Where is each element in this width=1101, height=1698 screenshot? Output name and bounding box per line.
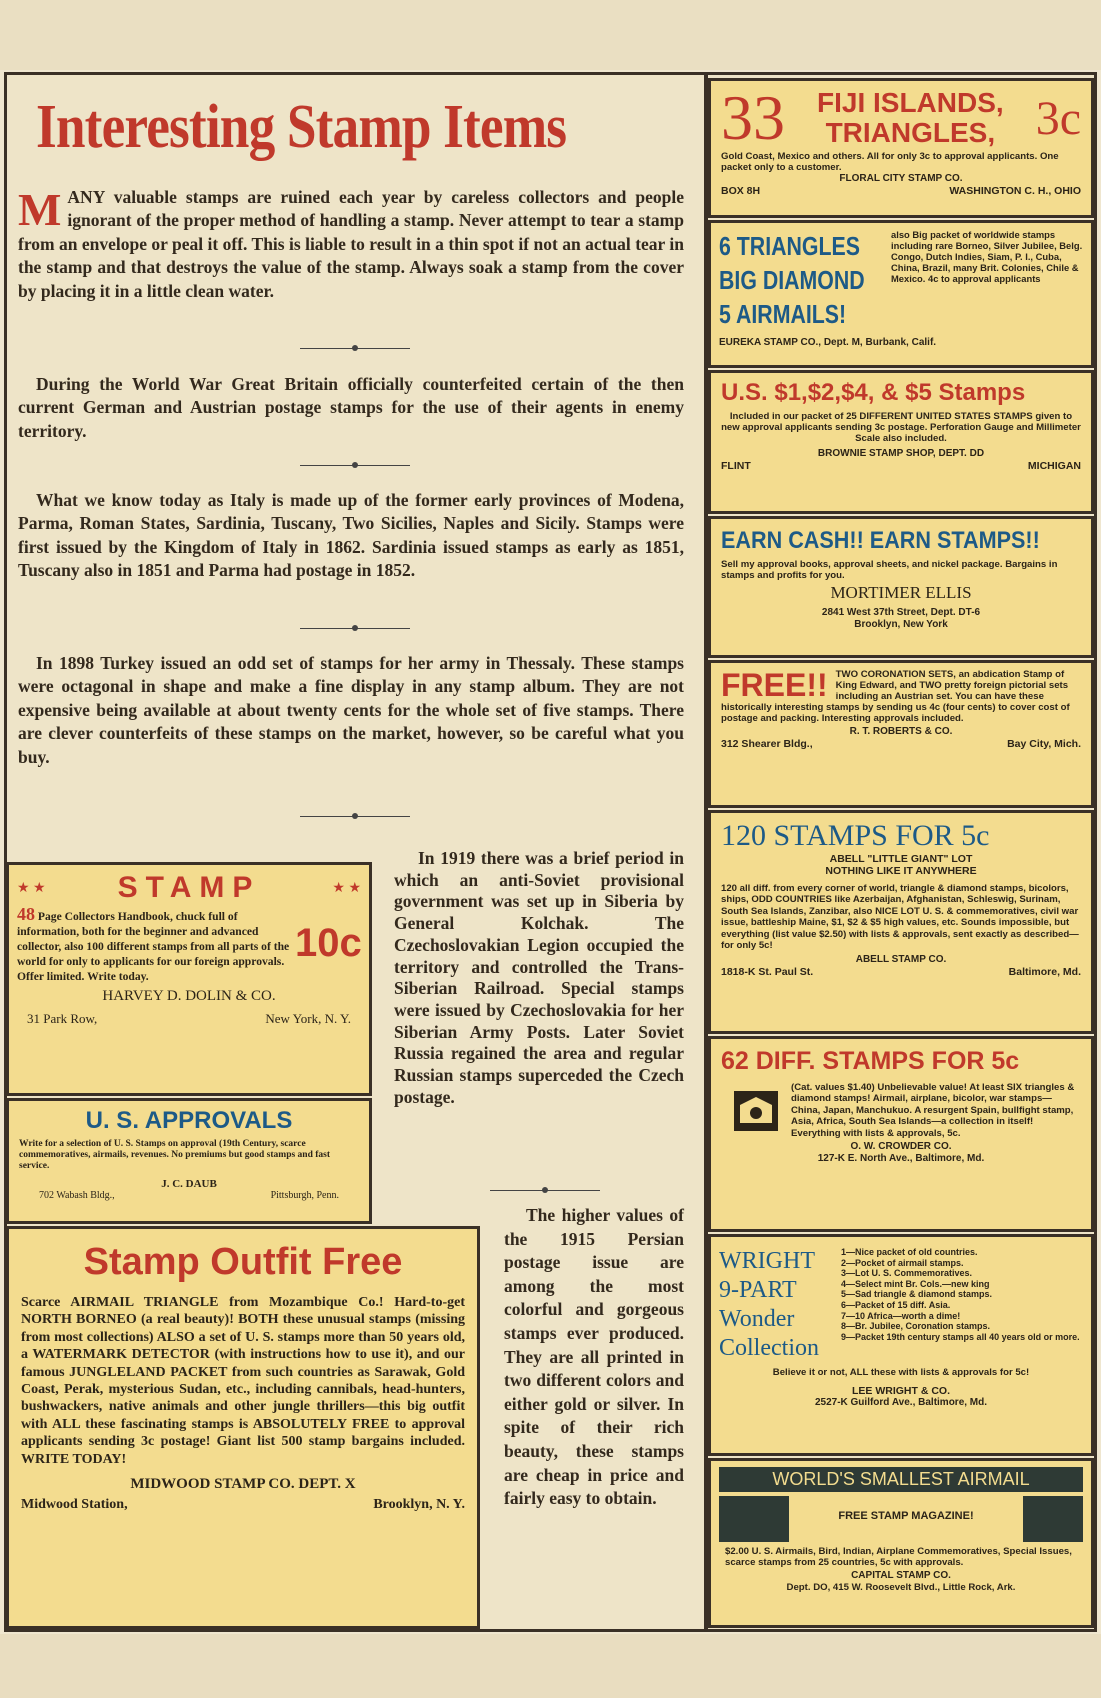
ad-company: R. T. ROBERTS & CO. bbox=[849, 726, 953, 737]
separator bbox=[490, 1185, 600, 1195]
ad-body: Believe it or not, ALL these with lists & approvals for 5c! bbox=[772, 1367, 1030, 1378]
list-item: 2—Pocket of airmail stamps. bbox=[841, 1257, 964, 1268]
ad-company: O. W. CROWDER CO. bbox=[850, 1141, 952, 1153]
separator bbox=[300, 623, 410, 633]
ad-headline: 6 TRIANGLES bbox=[719, 231, 860, 261]
ad-body: $2.00 U. S. Airmails, Bird, Indian, Airplane Commemoratives, Special Issues, scarce stamps from 25 countries, 5c with approvals. bbox=[725, 1546, 1072, 1568]
ad-list bbox=[841, 1247, 1083, 1363]
ad-address: Baltimore, Md. bbox=[1008, 966, 1081, 979]
separator bbox=[300, 460, 410, 470]
ad-earn-cash bbox=[708, 516, 1094, 658]
ad-headline: 62 DIFF. STAMPS FOR 5c bbox=[721, 1047, 1020, 1075]
ad-address: BOX 8H bbox=[721, 185, 761, 197]
article-title: Interesting Stamp Items bbox=[36, 93, 567, 161]
ad-body: also Big packet of worldwide stamps including rare Borneo, Silver Jubilee, Belg. Congo, Dutch Indies, Siam, P. I., Cuba, China, Brazil, many Brit. Colonies, Chile & Mexico. 4c to approval applicants bbox=[891, 229, 1083, 284]
ad-headline: Wonder bbox=[719, 1306, 795, 1332]
ad-headline: WORLD'S SMALLEST AIRMAIL bbox=[719, 1467, 1083, 1492]
list-item: 4—Select mint Br. Cols.—new king bbox=[841, 1278, 990, 1289]
airmail-stamp-icon bbox=[719, 1496, 789, 1542]
ad-smallest-airmail bbox=[708, 1458, 1094, 1628]
ad-headline: FREE!! bbox=[721, 667, 828, 703]
ad-headline: EARN CASH!! EARN STAMPS!! bbox=[721, 527, 1040, 554]
ad-body: Included in our packet of 25 DIFFERENT UNITED STATES STAMPS given to new approval applicants sending 3c postage. Perforation Gauge and Millimeter Scale also included. bbox=[721, 411, 1081, 444]
ad-fiji-triangles bbox=[708, 78, 1094, 218]
ad-headline: TRIANGLES, bbox=[825, 117, 996, 148]
ad-headline: FIJI ISLANDS, bbox=[816, 87, 1004, 118]
ad-company: HARVEY D. DOLIN & CO. bbox=[102, 988, 276, 1004]
list-item: 8—Br. Jubilee, Coronation stamps. bbox=[841, 1321, 991, 1332]
ad-address: Brooklyn, N. Y. bbox=[373, 1497, 465, 1513]
ad-body: Scarce AIRMAIL TRIANGLE from Mozambique Co.! Hard-to-get NORTH BORNEO (a real beauty)! BOTH these unusual stamps (missing from most collections) ALSO a set of U. S. stamps more than 50 years old, a WATERMARK DETECTOR (with instructions how to use it), and our famous JUNGLELAND PACKET from such countries as Sarawak, Gold Coast, Perak, mysterious Sudan, etc., including cannibals, head-hunters, bushwackers, native animals and other jungle thrillers—this big outfit with ALL these fascinating stamps is ABSOLUTELY FREE to approval applicants sending 3c postage! Giant list 500 stamp bargains included. WRITE TODAY! bbox=[21, 1295, 465, 1467]
ad-headline: STAMP bbox=[117, 871, 261, 904]
ad-subhead: NOTHING LIKE IT ANYWHERE bbox=[825, 865, 977, 877]
ad-company: MORTIMER ELLIS bbox=[830, 583, 972, 602]
list-item: 5—Sad triangle & diamond stamps. bbox=[841, 1289, 993, 1300]
ad-address: Brooklyn, New York bbox=[854, 619, 948, 630]
ad-us-dollar-stamps bbox=[708, 370, 1094, 514]
drop-cap: M bbox=[18, 184, 62, 235]
stamp-emblem-icon bbox=[721, 1082, 791, 1139]
ad-company: FLORAL CITY STAMP CO. bbox=[839, 173, 963, 184]
paragraph-1-text: ANY valuable stamps are ruined each year by careless collectors and people ignorant of the proper method of handling a stamp. Never attempt to tear a stamp from an envelope or peal it off. This is liable to result in a thin spot if not an actual tear in the stamp and that destroys the value of the stamp. Always soak a stamp from the cover by placing it in a little clean water. bbox=[18, 187, 684, 301]
ad-address: Midwood Station, bbox=[21, 1497, 128, 1513]
ad-headline: BIG DIAMOND bbox=[719, 265, 865, 295]
ad-number: 48 bbox=[17, 904, 35, 924]
ad-address: 1818-K St. Paul St. bbox=[721, 966, 814, 979]
ad-us-approvals bbox=[6, 1098, 372, 1224]
ad-address: Pittsburgh, Penn. bbox=[270, 1190, 339, 1201]
paragraph-2: During the World War Great Britain officially counterfeited certain of the then current German and Austrian postage stamps for the use of their agents in enemy territory. bbox=[18, 374, 684, 441]
star-icon: ★ ★ bbox=[17, 880, 46, 896]
list-item: 9—Packet 19th century stamps all 40 years old or more. bbox=[841, 1331, 1080, 1342]
ad-number: 33 bbox=[721, 82, 785, 153]
separator bbox=[300, 811, 410, 821]
ad-body: 120 all diff. from every corner of world, triangle & diamond stamps, bicolors, ships, ODD COUNTRIES like Azerbaijan, Afghanistan, Schleswig, Surinam, South Sea Islands, Zanzibar, also NICE LOT U. S. & commemoratives, civil war issue, battleship Maine, $1, $2 & $5 high values, etc. Sounds impossible, but everything (list value $2.50) with lists & approvals, sent exactly as described—for only 5c! bbox=[721, 883, 1079, 952]
ad-wright-collection bbox=[708, 1234, 1094, 1456]
ad-subhead: FREE STAMP MAGAZINE! bbox=[838, 1510, 974, 1522]
ad-six-triangles bbox=[708, 220, 1094, 368]
ad-address: 2527-K Guilford Ave., Baltimore, Md. bbox=[814, 1397, 988, 1408]
ad-address: MICHIGAN bbox=[1027, 460, 1081, 472]
paragraph-6: The higher values of the 1915 Persian postage issue are among the most colorful and gorgeous stamps ever produced. They are all printed in two different colors and either gold or silver. In spite of their rich beauty, these stamps are cheap in price and fairly easy to obtain. bbox=[504, 1205, 684, 1509]
paragraph-3: What we know today as Italy is made up of the former early provinces of Modena, Parma, Roman States, Sardinia, Tuscany, Two Sicilies, Naples and Sicily. Stamps were first issued by the Kingdom of Italy in 1862. Sardinia issued stamps as early as 1851, Tuscany also in 1851 and Parma had postage in 1852. bbox=[18, 490, 684, 581]
airmail-stamp-icon bbox=[1023, 1496, 1083, 1542]
ad-address: FLINT bbox=[721, 460, 751, 472]
star-icon: ★ ★ bbox=[332, 880, 361, 896]
ad-company: CAPITAL STAMP CO. bbox=[851, 1570, 951, 1581]
ad-address: Dept. DO, 415 W. Roosevelt Blvd., Little Rock, Ark. bbox=[786, 1582, 1016, 1593]
ad-body: TWO CORONATION SETS, an abdication Stamp of King Edward, and TWO pretty foreign pictorial sets including an Austrian set. You can have these historically interesting stamps by sending us 4c (four cents) to cover cost of postage and packing. Interesting approvals included. bbox=[721, 669, 1070, 724]
ad-footer: EUREKA STAMP CO., Dept. M, Burbank, Calif. bbox=[719, 337, 937, 348]
ad-body: Page Collectors Handbook, chuck full of information, both for the beginner and advanced collector, also 100 different stamps from all parts of the world for only to applicants for our foreign approvals. Offer limited. Write today. bbox=[17, 910, 290, 983]
ad-headline: 120 STAMPS FOR 5c bbox=[721, 819, 990, 852]
ad-company: BROWNIE STAMP SHOP, DEPT. DD bbox=[817, 448, 985, 459]
ad-headline: 5 AIRMAILS! bbox=[719, 299, 847, 329]
ad-stamp-handbook bbox=[6, 862, 372, 1096]
ad-price: 10c bbox=[295, 921, 362, 965]
bottom-margin bbox=[0, 1634, 1101, 1698]
ad-body: (Cat. values $1.40) Unbelievable value! At least SIX triangles & diamond stamps! Airmail, airplane, bicolor, war stamps—China, Japan, Manchukuo. A resurgent Spain, bullfight stamp, Asia, Africa, South Sea Islands—a collection in itself! Everything with lists & approvals, 5c. bbox=[791, 1082, 1075, 1139]
ad-price: 3c bbox=[1035, 91, 1081, 145]
ad-address: 127-K E. North Ave., Baltimore, Md. bbox=[817, 1153, 985, 1165]
ad-body: Write for a selection of U. S. Stamps on approval (19th Century, scarce commemoratives, airmails, revenues. No premiums but good stamps and fast service. bbox=[19, 1139, 331, 1171]
paragraph-4: In 1898 Turkey issued an odd set of stamps for her army in Thessaly. These stamps were octagonal in shape and make a fine display in any stamp album. They are not expensive being available at about twenty cents for the whole set of five stamps. There are clever counterfeits of these stamps on the market, however, so be careful what you buy. bbox=[18, 653, 684, 767]
ad-subhead: ABELL "LITTLE GIANT" LOT bbox=[829, 853, 973, 865]
ad-address: WASHINGTON C. H., OHIO bbox=[949, 185, 1081, 197]
ad-headline: U. S. APPROVALS bbox=[85, 1107, 293, 1134]
ad-120-stamps bbox=[708, 810, 1094, 1034]
ad-headline: Collection bbox=[719, 1335, 819, 1361]
ad-company: ABELL STAMP CO. bbox=[855, 954, 947, 966]
ad-address: New York, N. Y. bbox=[265, 1011, 351, 1026]
ad-address: Bay City, Mich. bbox=[1007, 738, 1081, 750]
ad-address: 312 Shearer Bldg., bbox=[721, 738, 813, 750]
list-item: 1—Nice packet of old countries. bbox=[841, 1247, 978, 1257]
list-item: 6—Packet of 15 diff. Asia. bbox=[841, 1299, 951, 1310]
list-item: 3—Lot U. S. Commemoratives. bbox=[841, 1268, 973, 1279]
paragraph-5: In 1919 there was a brief period in which an anti-Soviet provisional government was set up in Siberia by General Kolchak. The Czechoslovakian Legion occupied the territory and controlled the Trans-Siberian Railroad. Special stamps were issued by Czechoslovakia for her Siberian Army Posts. Later Soviet Russia regained the area and regular Russian stamps superceded the Czech postage. bbox=[394, 848, 684, 1107]
ad-address: 2841 West 37th Street, Dept. DT-6 bbox=[821, 607, 981, 618]
ad-headline: U.S. $1,$2,$4, & $5 Stamps bbox=[721, 379, 1026, 406]
ad-body: Gold Coast, Mexico and others. All for only 3c to approval applicants. One packet only to a customer. bbox=[721, 151, 1059, 173]
list-item: 7—10 Africa—worth a dime! bbox=[841, 1310, 961, 1321]
ad-company: MIDWOOD STAMP CO. DEPT. X bbox=[130, 1476, 356, 1493]
ad-headline: 9-PART bbox=[719, 1277, 797, 1303]
ad-free-coronation bbox=[708, 660, 1094, 808]
separator bbox=[300, 343, 410, 353]
ad-company: J. C. DAUB bbox=[161, 1178, 217, 1190]
ad-stamp-outfit bbox=[6, 1226, 480, 1629]
ad-headline: Stamp Outfit Free bbox=[83, 1241, 403, 1283]
paragraph-1 bbox=[18, 186, 684, 303]
ad-headline: WRIGHT bbox=[719, 1248, 815, 1274]
ad-company: LEE WRIGHT & CO. bbox=[852, 1385, 950, 1397]
top-margin bbox=[0, 0, 1101, 70]
ad-address: 702 Wabash Bldg., bbox=[39, 1190, 115, 1201]
ad-62-diff-stamps bbox=[708, 1036, 1094, 1232]
ad-body: Sell my approval books, approval sheets, and nickel package. Bargains in stamps and profits for you. bbox=[721, 559, 1058, 581]
ad-address: 31 Park Row, bbox=[27, 1011, 98, 1026]
